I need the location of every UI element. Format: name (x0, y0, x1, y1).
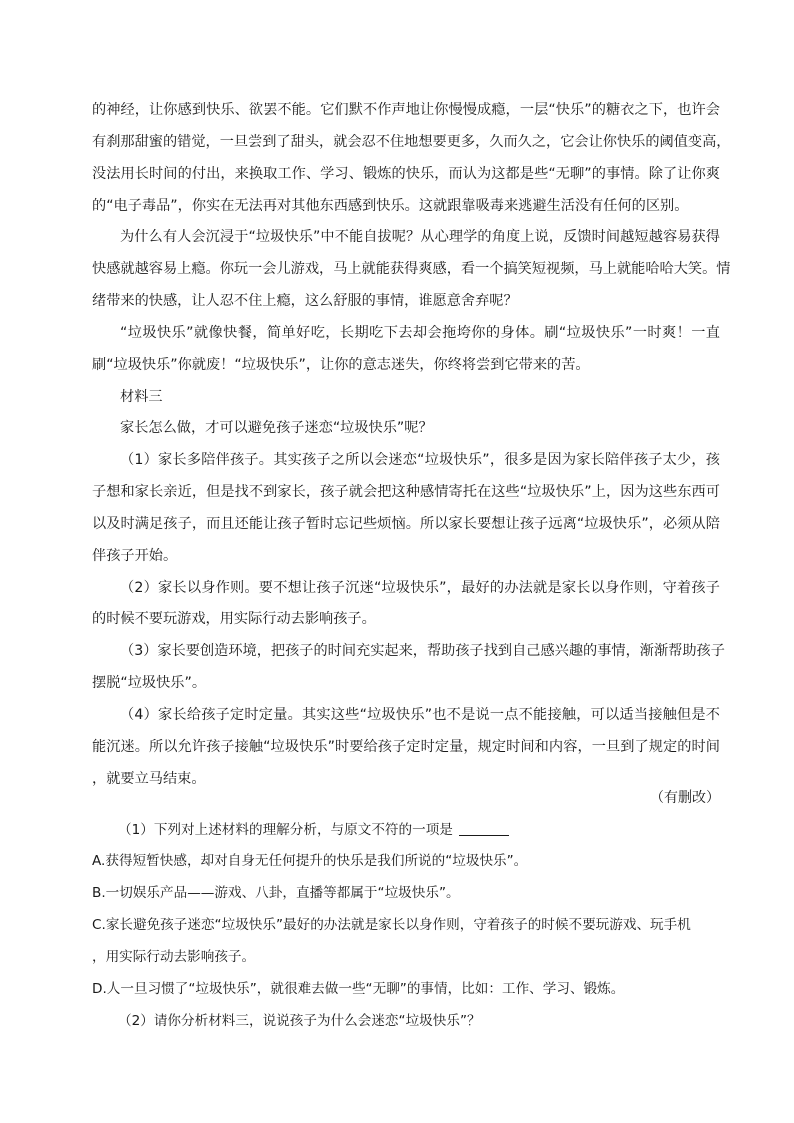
option-a: A.获得短暂快感，却对自身无任何提升的快乐是我们所说的“垃圾快乐”。 (92, 853, 528, 869)
paragraph-2-line-1: 为什么有人会沉浸于“垃圾快乐”中不能自拔呢？从心理学的角度上说，反馈时间越短越容易获得 (120, 229, 720, 245)
answer-blank (459, 821, 509, 836)
paragraph-1-line-2: 有刹那甜蜜的错觉，一旦尝到了甜头，就会忍不住地想要更多，久而久之，它会让你快乐的阈值变高， (92, 134, 731, 150)
item-1-line-4: 伴孩子开始。 (92, 548, 178, 564)
item-1-line-2: 子想和家长亲近，但是找不到家长，孩子就会把这种感情寄托在这些“垃圾快乐”上，因为这些东西可 (92, 484, 720, 500)
question-1-text: （1）下列对上述材料的理解分析，与原文不符的一项是 (118, 822, 453, 838)
item-4-line-1: （4）家长给孩子定时定量。其实这些“垃圾快乐”也不是说一点不能接触，可以适当接触但是不 (120, 707, 720, 723)
item-2-line-2: 的时候不要玩游戏，用实际行动去影响孩子。 (92, 611, 376, 627)
material-3-intro: 家长怎么做，才可以避免孩子迷恋“垃圾快乐”呢？ (120, 420, 433, 436)
paragraph-1-line-4: 的“电子毒品”，你实在无法再对其他东西感到快乐。这就跟靠吸毒来逃避生活没有任何的区别。 (92, 198, 689, 214)
material-3-heading: 材料三 (120, 389, 163, 405)
source-note: （有删改） (650, 790, 720, 806)
question-1 (118, 820, 720, 840)
item-1-line-3: 以及时满足孩子，而且还能让孩子暂时忘记些烦恼。所以家长要想让孩子远离“垃圾快乐”，必须从陪 (92, 516, 720, 532)
item-4-line-2: 能沉迷。所以允许孩子接触“垃圾快乐”时要给孩子定时定量，规定时间和内容，一旦到了规定的时间 (92, 739, 720, 755)
question-2: （2）请你分析材料三，说说孩子为什么会迷恋“垃圾快乐”？ (118, 1013, 481, 1029)
option-c-line-1: C.家长避免孩子迷恋“垃圾快乐”最好的办法就是家长以身作则，守着孩子的时候不要玩游戏、玩手机 (92, 917, 691, 933)
item-3-line-2: 摆脱“垃圾快乐”。 (92, 675, 207, 691)
option-c-line-2: ，用实际行动去影响孩子。 (92, 949, 256, 965)
option-b: B.一切娱乐产品——游戏、八卦，直播等都属于“垃圾快乐”。 (92, 885, 460, 901)
paragraph-3-line-1: “垃圾快乐”就像快餐，简单好吃，长期吃下去却会拖垮你的身体。刷“垃圾快乐”一时爽！一直 (120, 325, 720, 341)
item-1-line-1: （1）家长多陪伴孩子。其实孩子之所以会迷恋“垃圾快乐”，很多是因为家长陪伴孩子太少，孩 (120, 452, 720, 468)
option-d: D.人一旦习惯了“垃圾快乐”，就很难去做一些“无聊”的事情，比如：工作、学习、锻炼。 (92, 981, 625, 997)
item-3-line-1: （3）家长要创造环境，把孩子的时间充实起来，帮助孩子找到自己感兴趣的事情，渐渐帮助孩子 (120, 643, 725, 659)
paragraph-2-line-2: 快感就越容易上瘾。你玩一会儿游戏，马上就能获得爽感，看一个搞笑短视频，马上就能哈哈大笑。情 (92, 261, 731, 277)
item-4-line-3: ，就要立马结束。 (92, 771, 206, 787)
paragraph-1-line-1: 的神经，让你感到快乐、欲罢不能。它们默不作声地让你慢慢成瘾，一层“快乐”的糖衣之下，也许会 (92, 102, 720, 118)
paragraph-3-line-2: 刷“垃圾快乐”你就废！“垃圾快乐”，让你的意志迷失，你终将尝到它带来的苦。 (92, 357, 590, 373)
item-2-line-1: （2）家长以身作则。要不想让孩子沉迷“垃圾快乐”，最好的办法就是家长以身作则，守着孩子 (120, 580, 720, 596)
paragraph-1-line-3: 没法用长时间的付出，来换取工作、学习、锻炼的快乐，而认为这都是些“无聊”的事情。除了让你爽 (92, 166, 720, 182)
paragraph-2-line-3: 绪带来的快感，让人忍不住上瘾，这么舒服的事情，谁愿意舍弃呢？ (92, 293, 518, 309)
